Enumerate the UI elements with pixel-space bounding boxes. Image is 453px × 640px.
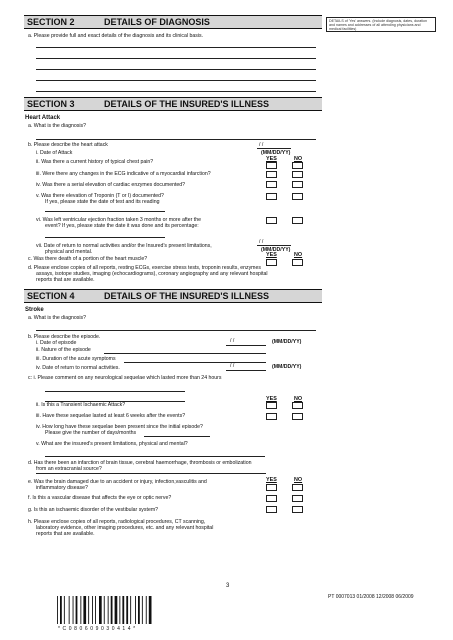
s4-e-no-header: NO [294, 477, 303, 483]
s4-question-h-line-3: reports that are available. [36, 531, 95, 537]
s4-question-h-line-1: h. Please enclose copies of all reports, radiological procedures, CT scanning, [28, 519, 206, 525]
s2-answer-line-3[interactable] [36, 69, 316, 70]
s3-ii-yes-checkbox[interactable] [266, 162, 277, 169]
s4-c-no-header: NO [294, 396, 303, 402]
s3-question-d-line-2: assays, isotope studies, imaging (echocardiograms), coronary angiography and any relevant hospital [36, 271, 268, 277]
s2-answer-line-1[interactable] [36, 47, 316, 48]
s3-iv-yes-checkbox[interactable] [266, 181, 277, 188]
s3-c-yes-checkbox[interactable] [266, 259, 277, 266]
s3-item-vii-sub: physical and mental. [45, 249, 93, 255]
s4-c-yes-header: YES [266, 396, 277, 402]
section-3-title: DETAILS OF THE INSURED'S ILLNESS [104, 99, 269, 109]
s4-item-bi: i. Date of episode [36, 340, 77, 346]
section-2-number: SECTION 2 [27, 17, 75, 27]
s4-f-yes-checkbox[interactable] [266, 495, 277, 502]
s3-iii-no-checkbox[interactable] [292, 171, 303, 178]
s4-biii-answer-line[interactable] [124, 362, 266, 363]
s3-date-slashes[interactable]: / / [259, 142, 264, 148]
s4-question-g: g. Is this an ischaemic disorder of the vestibular system? [28, 507, 159, 513]
s3-question-d-line-3: reports that are available. [36, 277, 95, 283]
s3-item-i: i. Date of Attack [36, 150, 73, 156]
s4-question-h-line-2: laboratory evidence, other imaging procedures, etc. and any relevant hospital [36, 525, 214, 531]
s4-e-no-checkbox[interactable] [292, 484, 303, 491]
s4-bii-answer-line[interactable] [104, 353, 266, 354]
s3-item-iii: iii. Were there any changes in the ECG indicative of a myocardial infarction? [36, 171, 211, 177]
s4-question-d-line-2: from an extracranial source? [36, 466, 102, 472]
s4-bi-date-line[interactable] [226, 345, 266, 346]
page-number: 3 [226, 583, 230, 589]
s2-answer-line-5[interactable] [36, 91, 316, 92]
section-3-number: SECTION 3 [27, 99, 75, 109]
s3-ii-no-checkbox[interactable] [292, 162, 303, 169]
section-4-number: SECTION 4 [27, 291, 75, 301]
s4-bi-date-slashes[interactable]: / / [230, 338, 235, 344]
s4-ci-answer-line-1[interactable] [45, 391, 185, 392]
s3-question-c: c. Was there death of a portion of the heart muscle? [28, 256, 148, 262]
s3-no-header: NO [294, 156, 303, 162]
s3-question-d-line-1: d. Please enclose copies of all reports, resting ECGs, exercise stress tests, troponin results, enzymes [28, 265, 261, 271]
s4-item-cii: ii. Is this a Transient Ischaemic Attack? [36, 402, 126, 408]
s4-f-no-checkbox[interactable] [292, 495, 303, 502]
s4-bi-date-format: (MM/DD/YY) [272, 339, 302, 345]
s4-biv-date-line[interactable] [226, 370, 266, 371]
s3-v-no-checkbox[interactable] [292, 193, 303, 200]
s3-item-vi: vi. Was left ventricular ejection fraction taken 3 months or more after the [36, 217, 202, 223]
s4-e-yes-checkbox[interactable] [266, 484, 277, 491]
section-2-header [24, 15, 322, 29]
s4-civ-answer-line[interactable] [144, 436, 210, 437]
s2-answer-line-2[interactable] [36, 58, 316, 59]
side-note-text: DETAILS of 'Yes' answers. (Include diagnosis, dates, duration and names and addresses of all attending physicians and medical facilities) [329, 19, 428, 32]
s4-item-civ: iv. How long have these sequelae been present since the initial episode? [36, 424, 203, 430]
s4-question-a: a. What is the diagnosis? [28, 315, 86, 321]
s3-question-b: b. Please describe the heart attack [28, 142, 108, 148]
s4-cii-no-checkbox[interactable] [292, 402, 303, 409]
s2-question-a: a. Please provide full and exact details of the diagnosis and its clinical basis. [28, 33, 204, 39]
s4-item-biii: iii. Duration of the acute symptoms [36, 356, 116, 362]
s4-ciii-no-checkbox[interactable] [292, 413, 303, 420]
s4-question-b: b. Please describe the episode. [28, 334, 101, 340]
s4-ciii-yes-checkbox[interactable] [266, 413, 277, 420]
s4-cv-answer-line[interactable] [45, 456, 265, 457]
section-3-header [24, 97, 322, 111]
s4-question-f: f. Is this a vascular disease that affects the eye or optic nerve? [28, 495, 172, 501]
s3-item-v-sub: If yes, please state the date of test and its reading [45, 199, 160, 205]
s3-iv-no-checkbox[interactable] [292, 181, 303, 188]
s3-vi-no-checkbox[interactable] [292, 217, 303, 224]
s3-item-v: v. Was there elevation of Troponin (T or I) documented? [36, 193, 164, 199]
s3-answer-line-a[interactable] [36, 139, 316, 140]
s4-item-cv: v. What are the insured's present limitations, physical and mental? [36, 441, 188, 447]
s3-question-a: a. What is the diagnosis? [28, 123, 86, 129]
s4-item-biv: iv. Date of return to normal activities. [36, 365, 120, 371]
s4-answer-line-a[interactable] [36, 330, 316, 331]
s3-item-iv: iv. Was there a serial elevation of cardiac enzymes documented? [36, 182, 186, 188]
s4-biv-date-format: (MM/DD/YY) [272, 364, 302, 370]
s4-item-civ-sub: Please give the number of days/months [45, 430, 137, 436]
s3-date-format: (MM/DD/YY) [261, 150, 291, 156]
s3-iii-yes-checkbox[interactable] [266, 171, 277, 178]
section-4-header [24, 289, 322, 303]
s4-question-e-line-1: e. Was the brain damaged due to an accident or injury, infection,vasculitis and [28, 479, 207, 485]
s3-c-no-header: NO [294, 252, 303, 258]
s4-subtitle: Stroke [25, 307, 44, 313]
form-code: PT 0007013 01/2008 12/2008 06/2009 [328, 594, 414, 600]
section-2-title: DETAILS OF DIAGNOSIS [104, 17, 210, 27]
s3-yes-header: YES [266, 156, 277, 162]
s3-v-answer-line[interactable] [45, 211, 165, 212]
s4-item-ciii: iii. Have these sequelae lasted at least 6 weeks after the events? [36, 413, 186, 419]
s4-g-yes-checkbox[interactable] [266, 506, 277, 513]
s3-vii-date-line[interactable] [257, 245, 291, 246]
s3-item-vii: vii. Date of return to normal activities and/or the Insured's present limitations, [36, 243, 212, 249]
barcode-text: * C 0 8 0 6 0 9 0 3 0 4 1 4 * [58, 626, 136, 632]
s3-v-yes-checkbox[interactable] [266, 193, 277, 200]
barcode-image [56, 596, 172, 624]
s3-vi-yes-checkbox[interactable] [266, 217, 277, 224]
s4-biv-date-slashes[interactable]: / / [230, 363, 235, 369]
s3-c-no-checkbox[interactable] [292, 259, 303, 266]
s4-item-ci: c: i. Please comment on any neurological sequelae which lasted more than 24 hours [28, 375, 222, 381]
s4-e-yes-header: YES [266, 477, 277, 483]
s3-subtitle: Heart Attack [25, 115, 61, 121]
s4-question-e-line-2: inflammatory disease? [36, 485, 88, 491]
s3-item-vi-sub: event? If yes, please state the date it was done and its percentage: [45, 223, 199, 229]
s3-c-yes-header: YES [266, 252, 277, 258]
s4-item-bii: ii. Nature of the episode [36, 347, 91, 353]
section-4-title: DETAILS OF THE INSURED'S ILLNESS [104, 291, 269, 301]
s4-question-d-line-1: d. Has there been an infarction of brain tissue, cerebral haemorrhage, thrombosis or embolization [28, 460, 252, 466]
s2-answer-line-4[interactable] [36, 80, 316, 81]
side-note-box [326, 17, 436, 32]
s4-cii-yes-checkbox[interactable] [266, 402, 277, 409]
s3-date-line[interactable] [257, 148, 291, 149]
s3-vii-date-slashes[interactable]: / / [259, 239, 264, 245]
s3-item-ii: ii. Was there a current history of typical chest pain? [36, 159, 154, 165]
s3-vii-date-format: (MM/DD/YY) [261, 247, 291, 253]
s4-d-answer-line[interactable] [36, 473, 266, 474]
s3-vi-answer-line[interactable] [45, 237, 165, 238]
s4-g-no-checkbox[interactable] [292, 506, 303, 513]
